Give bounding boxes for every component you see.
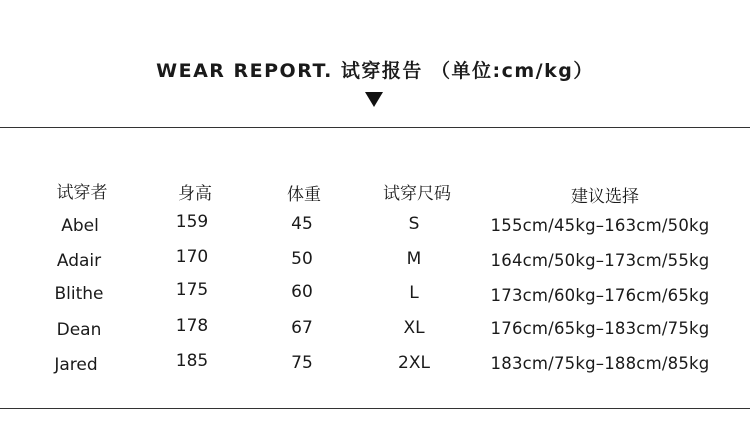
tester-name: Dean [56,320,102,340]
column-header-height: 身高 [178,184,212,204]
tried-size: XL [403,318,425,338]
divider-top [0,127,750,128]
suggested-range: 173cm/60kg–176cm/65kg [490,286,710,305]
tester-name: Jared [54,355,98,375]
suggested-range: 176cm/65kg–183cm/75kg [490,319,710,338]
tried-size: S [408,214,420,234]
tried-size: M [406,249,422,269]
report-title: WEAR REPORT. 试穿报告 （单位:cm/kg） [156,60,594,82]
tester-weight: 50 [291,249,313,269]
tester-height: 178 [175,316,209,336]
tester-weight: 45 [291,214,313,234]
tester-weight: 75 [291,353,313,373]
suggested-range: 155cm/45kg–163cm/50kg [490,216,710,235]
tester-height: 185 [175,351,209,371]
column-header-size: 试穿尺码 [383,184,451,204]
column-header-suggestion: 建议选择 [571,187,639,207]
tester-name: Blithe [54,284,104,304]
tester-name: Abel [61,216,99,236]
tester-name: Adair [56,251,102,271]
tester-height: 159 [175,212,209,232]
suggested-range: 183cm/75kg–188cm/85kg [490,354,710,373]
tester-weight: 60 [291,282,313,302]
tester-height: 175 [175,280,209,300]
suggested-range: 164cm/50kg–173cm/55kg [490,251,710,270]
tried-size: 2XL [398,353,430,373]
column-header-weight: 体重 [287,185,321,205]
column-header-tester: 试穿者 [56,183,108,203]
tester-weight: 67 [291,318,313,338]
tried-size: L [409,283,419,303]
tester-height: 170 [175,247,209,267]
triangle-down-icon [365,92,383,107]
divider-bottom [0,408,750,409]
